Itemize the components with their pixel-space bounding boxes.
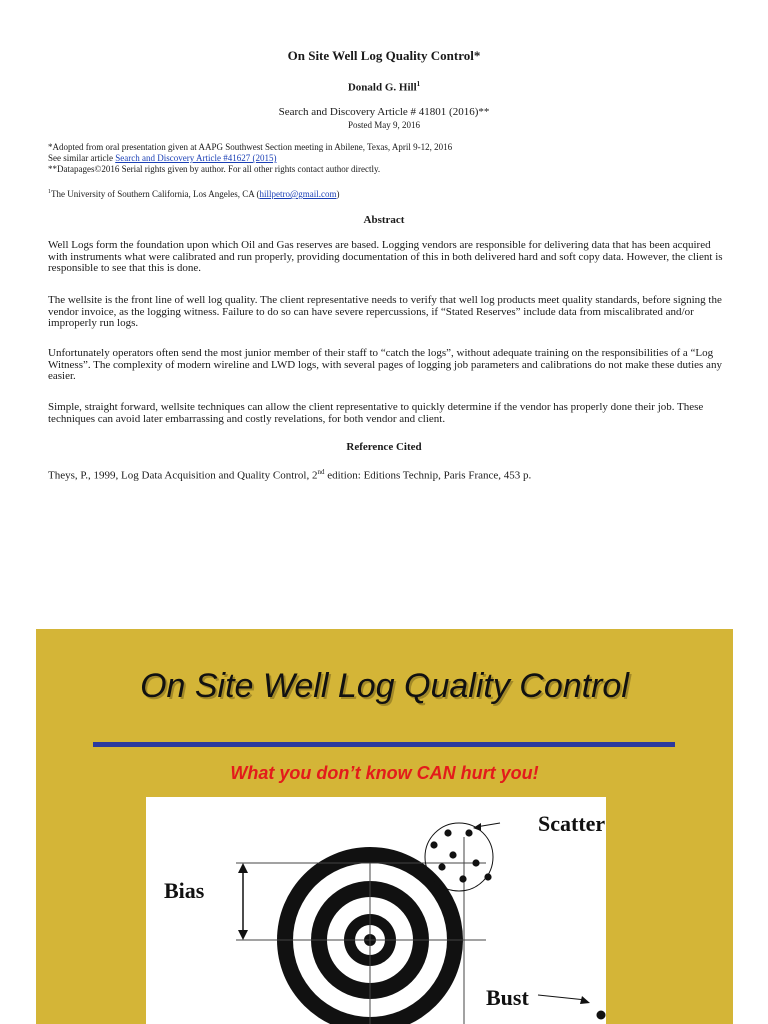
scatter-dot xyxy=(459,875,466,882)
bust-label: Bust xyxy=(486,985,529,1010)
bust-pointer-line xyxy=(538,995,586,1000)
scatter-dot xyxy=(449,851,456,858)
target-figure xyxy=(146,797,606,1024)
notes-block xyxy=(48,142,728,175)
scatter-circle xyxy=(425,823,493,891)
reference-heading: Reference Cited xyxy=(346,441,422,453)
scatter-dot xyxy=(472,859,479,866)
reference-edition-sup: nd xyxy=(317,468,325,476)
target-diagram xyxy=(146,797,606,1024)
similar-article-link[interactable]: Search and Discovery Article #41627 (2015) xyxy=(115,153,277,163)
document-title: On Site Well Log Quality Control* xyxy=(287,48,481,63)
scatter-dot xyxy=(465,829,472,836)
reference-entry xyxy=(48,468,728,482)
author-email-link[interactable]: hillpetro@gmail.com xyxy=(259,189,337,199)
datapages-note: **Datapages©2016 Serial rights given by author. For all other rights contact author directly. xyxy=(48,164,381,174)
scatter-label: Scatter xyxy=(538,811,606,836)
affiliation-suffix: ) xyxy=(336,189,340,199)
scatter-dot xyxy=(444,829,451,836)
scatter-dot xyxy=(484,873,491,880)
adopted-note: *Adopted from oral presentation given at AAPG Southwest Section meeting in Abilene, Texas, April 9-12, 2016 xyxy=(48,142,453,152)
author-line xyxy=(0,80,768,94)
author-footnote-mark: 1 xyxy=(416,80,421,88)
scatter-dot xyxy=(430,841,437,848)
article-number: Search and Discovery Article # 41801 (2016)** xyxy=(278,106,490,118)
affiliation-prefix: The University of Southern California, Los Angeles, CA ( xyxy=(51,189,260,199)
reference-prefix: Theys, P., 1999, Log Data Acquisition and Quality Control, 2 xyxy=(48,469,318,482)
abstract-paragraph-4: Simple, straight forward, wellsite techniques can allow the client representative to quickly determine if the vendor has properly done their job. These techniques can avoid later embarrassing and costly revelations, for both vendor and client. xyxy=(48,401,704,425)
slide-title: On Site Well Log Quality Control xyxy=(140,667,629,705)
see-similar-prefix: See similar article xyxy=(48,153,116,163)
abstract-paragraph-1: Well Logs form the foundation upon which Oil and Gas reserves are based. Logging vendors are responsible for delivering data that has been acquired with instruments what were calibrated and run properly, providing documentation of this in both delivered hard and soft copy data. However, the client is responsible to see that this is done. xyxy=(48,239,723,274)
bust-pointer-head xyxy=(580,996,590,1004)
abstract-paragraph-3: Unfortunately operators often send the most junior member of their staff to “catch the logs”, without adequate training on the responsibilities of a “Log Witness”. The complexity of modern wireline and LWD logs, with several pages of logging job parameters and calibrations do not make these duties any easier. xyxy=(48,347,722,382)
bias-label: Bias xyxy=(164,878,205,903)
bias-arrow-head-top xyxy=(238,863,248,873)
posted-date: Posted May 9, 2016 xyxy=(348,120,420,130)
reference-suffix: edition: Editions Technip, Paris France, 453 p. xyxy=(324,469,532,482)
see-similar-note xyxy=(48,153,728,164)
affiliation-mark: 1 xyxy=(48,189,51,195)
bust-dot xyxy=(597,1011,606,1020)
abstract-heading: Abstract xyxy=(363,214,405,226)
slide-divider xyxy=(93,742,675,747)
author-name: Donald G. Hill xyxy=(347,81,417,94)
affiliation-line xyxy=(48,189,728,199)
slide-subtitle: What you don’t know CAN hurt you! xyxy=(230,763,539,783)
presentation-slide xyxy=(36,629,733,1024)
abstract-paragraph-2: The wellsite is the front line of well log quality. The client representative needs to verify that well log products meet quality standards, before signing the vendor invoice, as the logging witness. Failure to do so can have severe repercussions, if “Stated Reserves” include data from miscalibrated and/or improperly run logs. xyxy=(48,294,722,329)
scatter-dot xyxy=(438,863,445,870)
bias-arrow-head-bottom xyxy=(238,930,248,940)
